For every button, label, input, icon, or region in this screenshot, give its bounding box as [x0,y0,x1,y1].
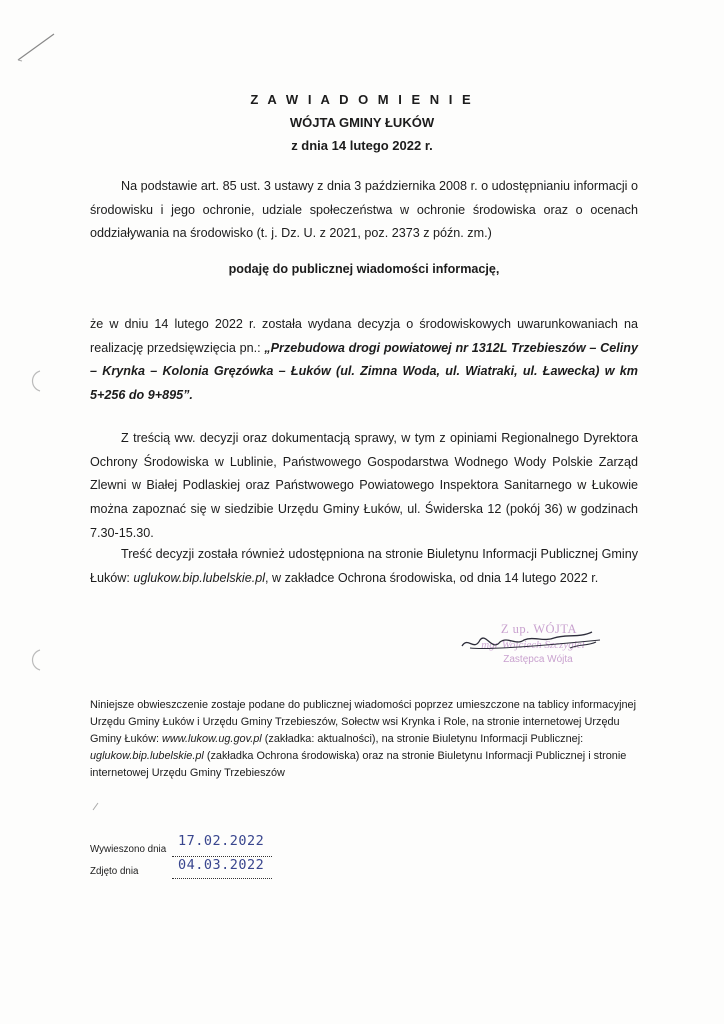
posted-date: 17.02.2022 [178,833,265,849]
publication-notice [90,697,638,782]
notice-text-3: (zakładka Ochrona środowiska) oraz na stronie Biuletynu Informacji Publicznej i stronie internetowej Urzędu Gminy Trzebieszów [90,750,627,779]
notice-url-1: www.lukow.ug.gov.pl [162,733,262,745]
bip-paragraph [90,543,638,590]
bip-url: uglukow.bip.lubelskie.pl [133,570,266,585]
decision-paragraph [90,313,638,408]
document-title: Z A W I A D O M I E N I E [250,92,474,107]
removed-date: 04.03.2022 [178,857,265,873]
handwritten-signature [450,622,610,662]
legal-basis-paragraph: Na podstawie art. 85 ust. 3 ustawy z dnia 3 października 2008 r. o udostępnianiu informacji o środowisku i jego ochronie, udziale społeczeństwa w ochronie środowiska oraz o ocenach oddziaływania na środowisko (t. j. Dz. U. z 2021, poz. 2373 z późn. zm.) [90,179,638,241]
project-name: „Przebudowa drogi powiatowej nr 1312L Trzebieszów – Celiny – Krynka – Kolonia Gręzówka – Łuków (ul. Zimna Woda, ul. Wiatraki, ul. Ławecka) w km 5+256 do 9+895”. [90,340,638,403]
stamp-name-line: mgr Wojciech Szczygieł [481,639,585,651]
removed-label: Zdjęto dnia [90,866,139,877]
punch-hole-mark-top [26,368,46,394]
posted-label: Wywieszono dnia [90,844,167,855]
notice-text-2: (zakładka: aktualności), na stronie Biuletynu Informacji Publicznej: [261,733,584,745]
bip-text-before: Treść decyzji została również udostępniona na stronie Biuletynu Informacji Publicznej Gminy Łuków: [90,547,638,585]
decision-intro-text: że w dniu 14 lutego 2022 r. została wydana decyzja o środowiskowych uwarunkowaniach na realizację przedsięwzięcia pn.: [90,317,638,355]
document-date: z dnia 14 lutego 2022 r. [291,138,433,153]
pen-stroke-mark [10,28,60,68]
stamp-authority-line: Z up. WÓJTA [500,622,578,636]
bip-text-after: , w zakładce Ochrona środowiska, od dnia 14 lutego 2022 r. [265,570,599,585]
notice-url-2: uglukow.bip.lubelskie.pl [90,750,204,762]
stamp-title-line: Zastępca Wójta [503,654,573,665]
document-header [0,88,724,157]
notice-text-1: Niniejsze obwieszczenie zostaje podane do publicznej wiadomości poprzez umieszczone na tablicy informacyjnej Urzędu Gminy Łuków i Urzędu Gminy Trzebieszów, Sołectw wsi Krynka i Role, na stronie internetowej Urzędu Gminy Łuków: [90,699,637,745]
small-tick-mark [90,800,102,812]
punch-hole-mark-bottom [26,647,46,673]
announcement-line: podaję do publicznej wiadomości informację, [228,262,500,276]
document-subtitle: WÓJTA GMINY ŁUKÓW [289,115,435,130]
documentation-paragraph: Z treścią ww. decyzji oraz dokumentacją sprawy, w tym z opiniami Regionalnego Dyrektora Ochrony Środowiska w Lublinie, Państwowego Gospodarstwa Wodnego Wody Polskie Zarząd Zlewni w Białej Podlaskiej oraz Państwowego Powiatowego Inspektora Sanitarnego w Łukowie można zapoznać się w siedzibie Urzędu Gminy Łuków, ul. Świderska 12 (pokój 36) w godzinach 7.30-15.30. [90,431,638,540]
